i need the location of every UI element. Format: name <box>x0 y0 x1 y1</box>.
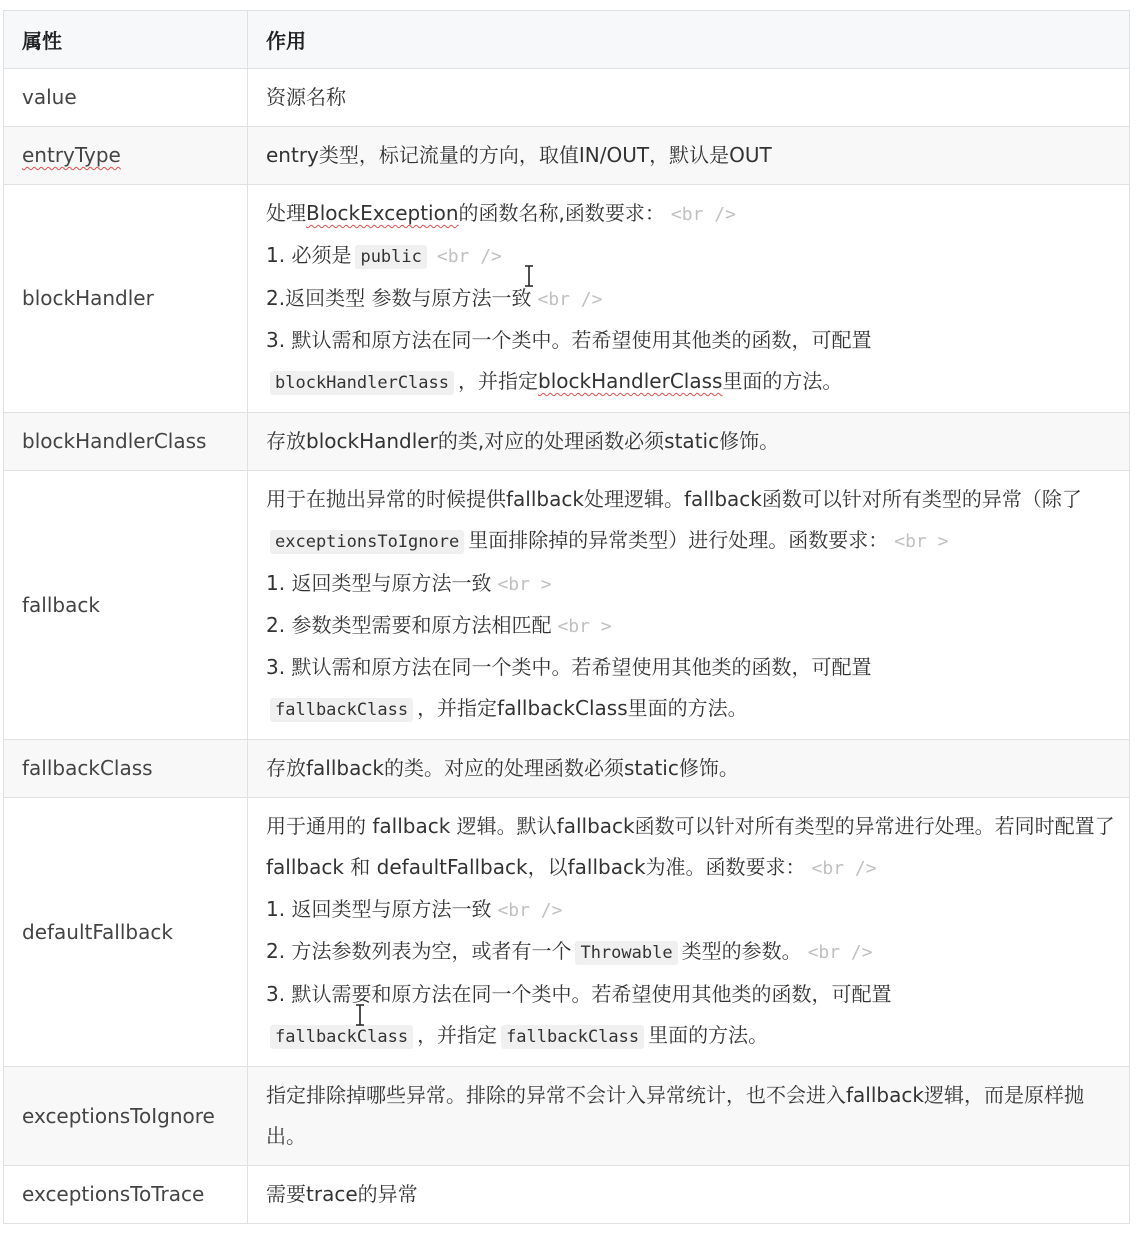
row-desc-value: 资源名称 <box>248 69 1130 127</box>
text-segment: 用于在抛出异常的时候提供fallback处理逻辑。fallback函数可以针对所有类型的异常（除了 <box>266 487 1082 511</box>
text-segment: 1. 必须是 <box>266 243 352 267</box>
table-row <box>4 185 1130 413</box>
table-row <box>4 1166 1130 1224</box>
row-desc-blockhandler <box>248 185 1130 413</box>
code-public: public <box>355 245 426 269</box>
text-segment: 2. 参数类型需要和原方法相匹配 <box>266 613 552 637</box>
row-desc-defaultfallback <box>248 798 1130 1067</box>
text-segment: blockHandlerClass <box>538 369 723 393</box>
code-fallbackclass: fallbackClass <box>270 1025 413 1049</box>
header-attribute: 属性 <box>4 11 248 69</box>
defaultfallback-line-3 <box>266 931 1119 974</box>
br-tag: <br > <box>497 574 552 595</box>
row-desc-fallback <box>248 471 1130 740</box>
table-row <box>4 798 1130 1067</box>
row-desc-exceptionstotrace: 需要trace的异常 <box>248 1166 1130 1224</box>
code-exceptionstoignore: exceptionsToIgnore <box>270 530 464 554</box>
blockhandler-line-3 <box>266 278 1119 320</box>
br-tag: <br /> <box>670 204 736 225</box>
br-tag: <br /> <box>537 289 603 310</box>
fallback-line-5 <box>266 688 1119 731</box>
row-name-exceptionstotrace: exceptionsToTrace <box>4 1166 248 1224</box>
text-segment: 里面排除掉的异常类型）进行处理。函数要求： <box>468 528 889 552</box>
attribute-table-container <box>3 10 1129 1224</box>
code-blockhandlerclass: blockHandlerClass <box>270 371 454 395</box>
entrytype-name-text: entryType <box>22 143 121 167</box>
attribute-table <box>3 10 1130 1224</box>
row-desc-entrytype: entry类型，标记流量的方向，取值IN/OUT，默认是OUT <box>248 127 1130 185</box>
text-segment: 1. 返回类型与原方法一致 <box>266 571 492 595</box>
table-row <box>4 69 1130 127</box>
text-segment: 里面的方法。 <box>722 369 843 393</box>
blockhandler-line-2 <box>266 235 1119 278</box>
br-tag: <br > <box>894 531 949 552</box>
br-tag: <br /> <box>436 246 502 267</box>
text-cursor-icon <box>354 1004 366 1026</box>
blockhandler-line-4: 3. 默认需和原方法在同一个类中。若希望使用其他类的函数，可配置 <box>266 328 872 352</box>
text-segment: 2.返回类型 参数与原方法一致 <box>266 286 532 310</box>
row-name-fallback: fallback <box>4 471 248 740</box>
text-segment: 里面的方法。 <box>648 1023 769 1047</box>
row-desc-blockhandlerclass: 存放blockHandler的类,对应的处理函数必须static修饰。 <box>248 413 1130 471</box>
table-row <box>4 127 1130 185</box>
table-row <box>4 413 1130 471</box>
text-segment: 类型的参数。 <box>681 939 802 963</box>
br-tag: <br /> <box>811 858 877 879</box>
row-name-blockhandlerclass: blockHandlerClass <box>4 413 248 471</box>
br-tag: <br /> <box>807 942 873 963</box>
text-segment: ，并指定 <box>417 1023 498 1047</box>
blockhandler-line-1 <box>266 193 1119 235</box>
fallback-line-2 <box>266 563 1119 605</box>
row-name-blockhandler: blockHandler <box>4 185 248 413</box>
defaultfallback-line-5 <box>266 1015 1119 1058</box>
table-row <box>4 1067 1130 1166</box>
header-purpose: 作用 <box>248 11 1130 69</box>
blockhandler-line-5 <box>266 361 1119 404</box>
text-segment: 2. 方法参数列表为空，或者有一个 <box>266 939 572 963</box>
row-name-value: value <box>4 69 248 127</box>
code-fallbackclass: fallbackClass <box>501 1025 644 1049</box>
code-throwable: Throwable <box>575 941 677 965</box>
text-segment: ，并指定 <box>458 369 538 393</box>
defaultfallback-line-2 <box>266 889 1119 931</box>
text-segment: 处理 <box>266 201 306 225</box>
br-tag: <br /> <box>497 900 563 921</box>
text-segment: 1. 返回类型与原方法一致 <box>266 897 492 921</box>
row-name-fallbackclass: fallbackClass <box>4 740 248 798</box>
row-name-defaultfallback: defaultFallback <box>4 798 248 1067</box>
br-tag: <br > <box>557 616 612 637</box>
text-segment: 的函数名称,函数要求： <box>458 201 665 225</box>
table-row <box>4 471 1130 740</box>
row-name-exceptionstoignore: exceptionsToIgnore <box>4 1067 248 1166</box>
row-name-entrytype <box>4 127 248 185</box>
text-segment: BlockException <box>306 201 459 225</box>
fallback-paragraph-1 <box>266 479 1119 563</box>
code-fallbackclass: fallbackClass <box>270 698 413 722</box>
text-cursor-icon <box>523 265 535 287</box>
defaultfallback-line-4: 3. 默认需要和原方法在同一个类中。若希望使用其他类的函数，可配置 <box>266 982 892 1006</box>
table-header-row <box>4 11 1130 69</box>
text-segment: 用于通用的 fallback 逻辑。默认fallback函数可以针对所有类型的异常进行处理。若同时配置了 fallback 和 defaultFallback，以fallback为准。函数要求： <box>266 814 1115 879</box>
table-row <box>4 740 1130 798</box>
fallback-line-3 <box>266 605 1119 647</box>
defaultfallback-paragraph-1 <box>266 806 1119 889</box>
text-segment: ，并指定fallbackClass里面的方法。 <box>417 696 748 720</box>
row-desc-fallbackclass: 存放fallback的类。对应的处理函数必须static修饰。 <box>248 740 1130 798</box>
fallback-line-4: 3. 默认需和原方法在同一个类中。若希望使用其他类的函数，可配置 <box>266 655 872 679</box>
row-desc-exceptionstoignore: 指定排除掉哪些异常。排除的异常不会计入异常统计，也不会进入fallback逻辑，而是原样抛出。 <box>248 1067 1130 1166</box>
